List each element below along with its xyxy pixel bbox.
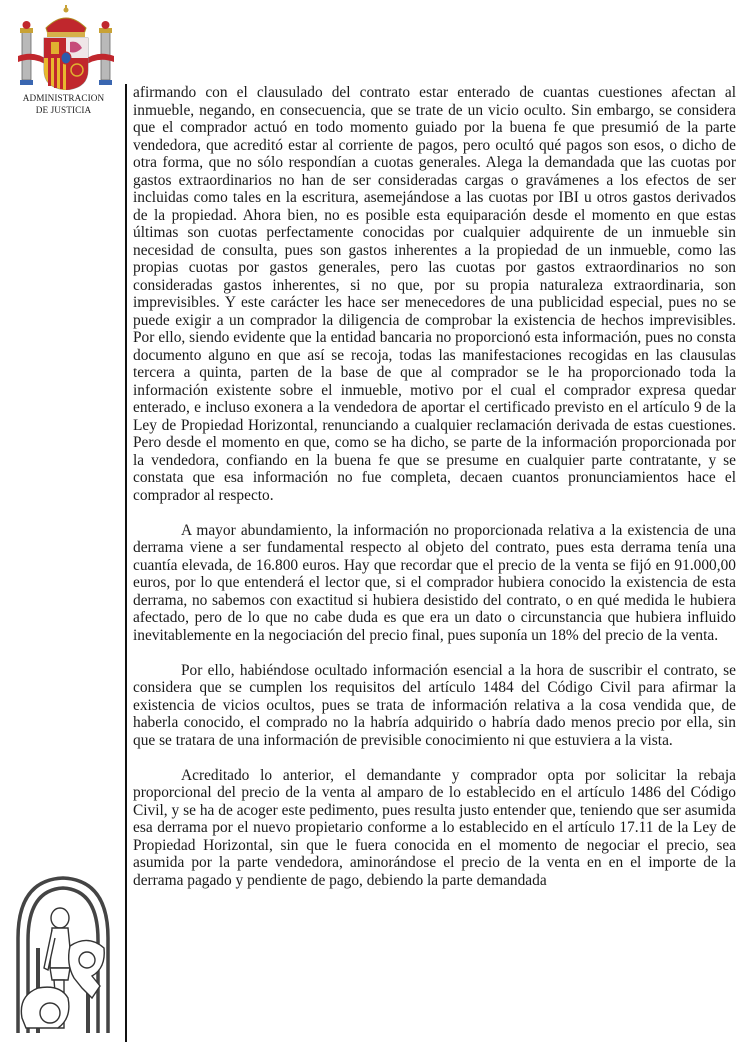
paragraph: Acreditado lo anterior, el demandante y comprador opta por solicitar la rebaja proporcional del precio de la venta al amparo de lo establecido en el artículo 1486 del Código Civil, y se ha de acoger este pedimento, pues resulta justo entender que, teniendo que ser asumida esa derrama por el nuevo propietario conforme a lo establecido en el artículo 17.11 de la Ley de Propiedad Horizontal, sin que le fuera conocida en el momento de negociar el precio, sea asumida por la parte vendedora, aminorándose el precio de la venta en en el importe de la derrama pagado y pendiente de pago, debiendo la parte demandada (133, 766, 736, 889)
caption-line-1: ADMINISTRACION (22, 93, 105, 103)
paragraph: afirmando con el clausulado del contrato estar enterado de cuantas cuestiones afectan al inmueble, negando, en consecuencia, que se trate de un vicio oculto. Sin embargo, se considera que el comprador actuó en todo momento guiado por la buena fe que presumió de la parte vendedora, que acreditó estar al corriente de pagos, pero ocultó qué pagos son esos, o dicho de otra forma, que no sólo respondían a cuotas generales. Alega la demandada que las cuotas por gastos extraordinarios no han de ser consideradas cargas o gravámenes a los efectos de ser incluidas como tales en la escritura, asemejándose a las cuotas por IBI u otros gastos derivados de la propiedad. Ahora bien, no es posible esta equiparación desde el momento en que estas últimas son cuotas perfectamente conocidas por cualquier adquirente de un inmueble sin necesidad de consulta, pues son gastos inherentes a la propiedad de un inmueble, como las propias cuotas por gastos generales, pero las cuotas por gastos extraordinarios no son consideradas gastos inherentes, si no que, por su propia naturaleza extraordinaria, son imprevisibles. Y este carácter les hace ser menecedores de una publicidad especial, pues no se puede exigir a un comprador la diligencia de comprobar la existencia de hechos imprevisibles. Por ello, siendo evidente que la entidad bancaria no proporcionó esta información, pues no consta documento alguno en que así se recoja, todas las manifestaciones recogidas en las clausulas tercera a quinta, parten de la base de que al comprador se le ha proporcionado toda la información existente sobre el inmueble, motivo por el cual el comprador expresa quedar enterado, e incluso exonera a la vendedora de aportar el certificado previsto en el artículo 9 de la Ley de Propiedad Horizontal, renunciando a cualquier reclamación derivada de estas cuestiones. Pero desde el momento en que, como se ha dicho, se parte de la información proporcionada por la vendedora, confiando en la buena fe que se presume en cualquier parte contratante, y se constata que esa información no fue completa, decaen cuantos pronunciamientos hace el comprador al respecto. (133, 84, 736, 504)
spain-coat-of-arms-icon (14, 4, 118, 90)
administracion-de-justicia-caption (0, 92, 127, 116)
junta-de-andalucia-hercules-lions-icon (8, 868, 118, 1038)
caption-line-2: DE JUSTICIA (35, 105, 92, 115)
paragraph: A mayor abundamiento, la información no proporcionada relativa a la existencia de una derrama viene a ser fundamental respecto al objeto del contrato, pues esta derrama tenía una cuantía elevada, de 16.800 euros. Hay que recordar que el precio de la venta se fijó en 91.000,00 euros, por lo que entenderá el lector que, si el comprador hubiera conocido la existencia de esta derrama, no sabemos con exactitud si hubiera desistido del contrato, o en qué medida le hubiera afectado, pero de lo que no cabe duda es que era un dato o circunstancia que hubiera influido inevitablemente en la negociación del precio final, pues suponía un 18% del precio de la venta. (133, 521, 736, 644)
margin-rule (125, 84, 127, 1042)
document-body (133, 84, 736, 907)
paragraph: Por ello, habiéndose ocultado información esencial a la hora de suscribir el contrato, se considera que se cumplen los requisitos del artículo 1484 del Código Civil para afirmar la existencia de vicios ocultos, pues se trata de información relativa a la cosa vendida que, de haberla conocido, el comprado no la habría adquirido o habría dado menos precio por ella, sin que se tratara de una información de previsible conocimiento ni que estuviera a la vista. (133, 661, 736, 749)
